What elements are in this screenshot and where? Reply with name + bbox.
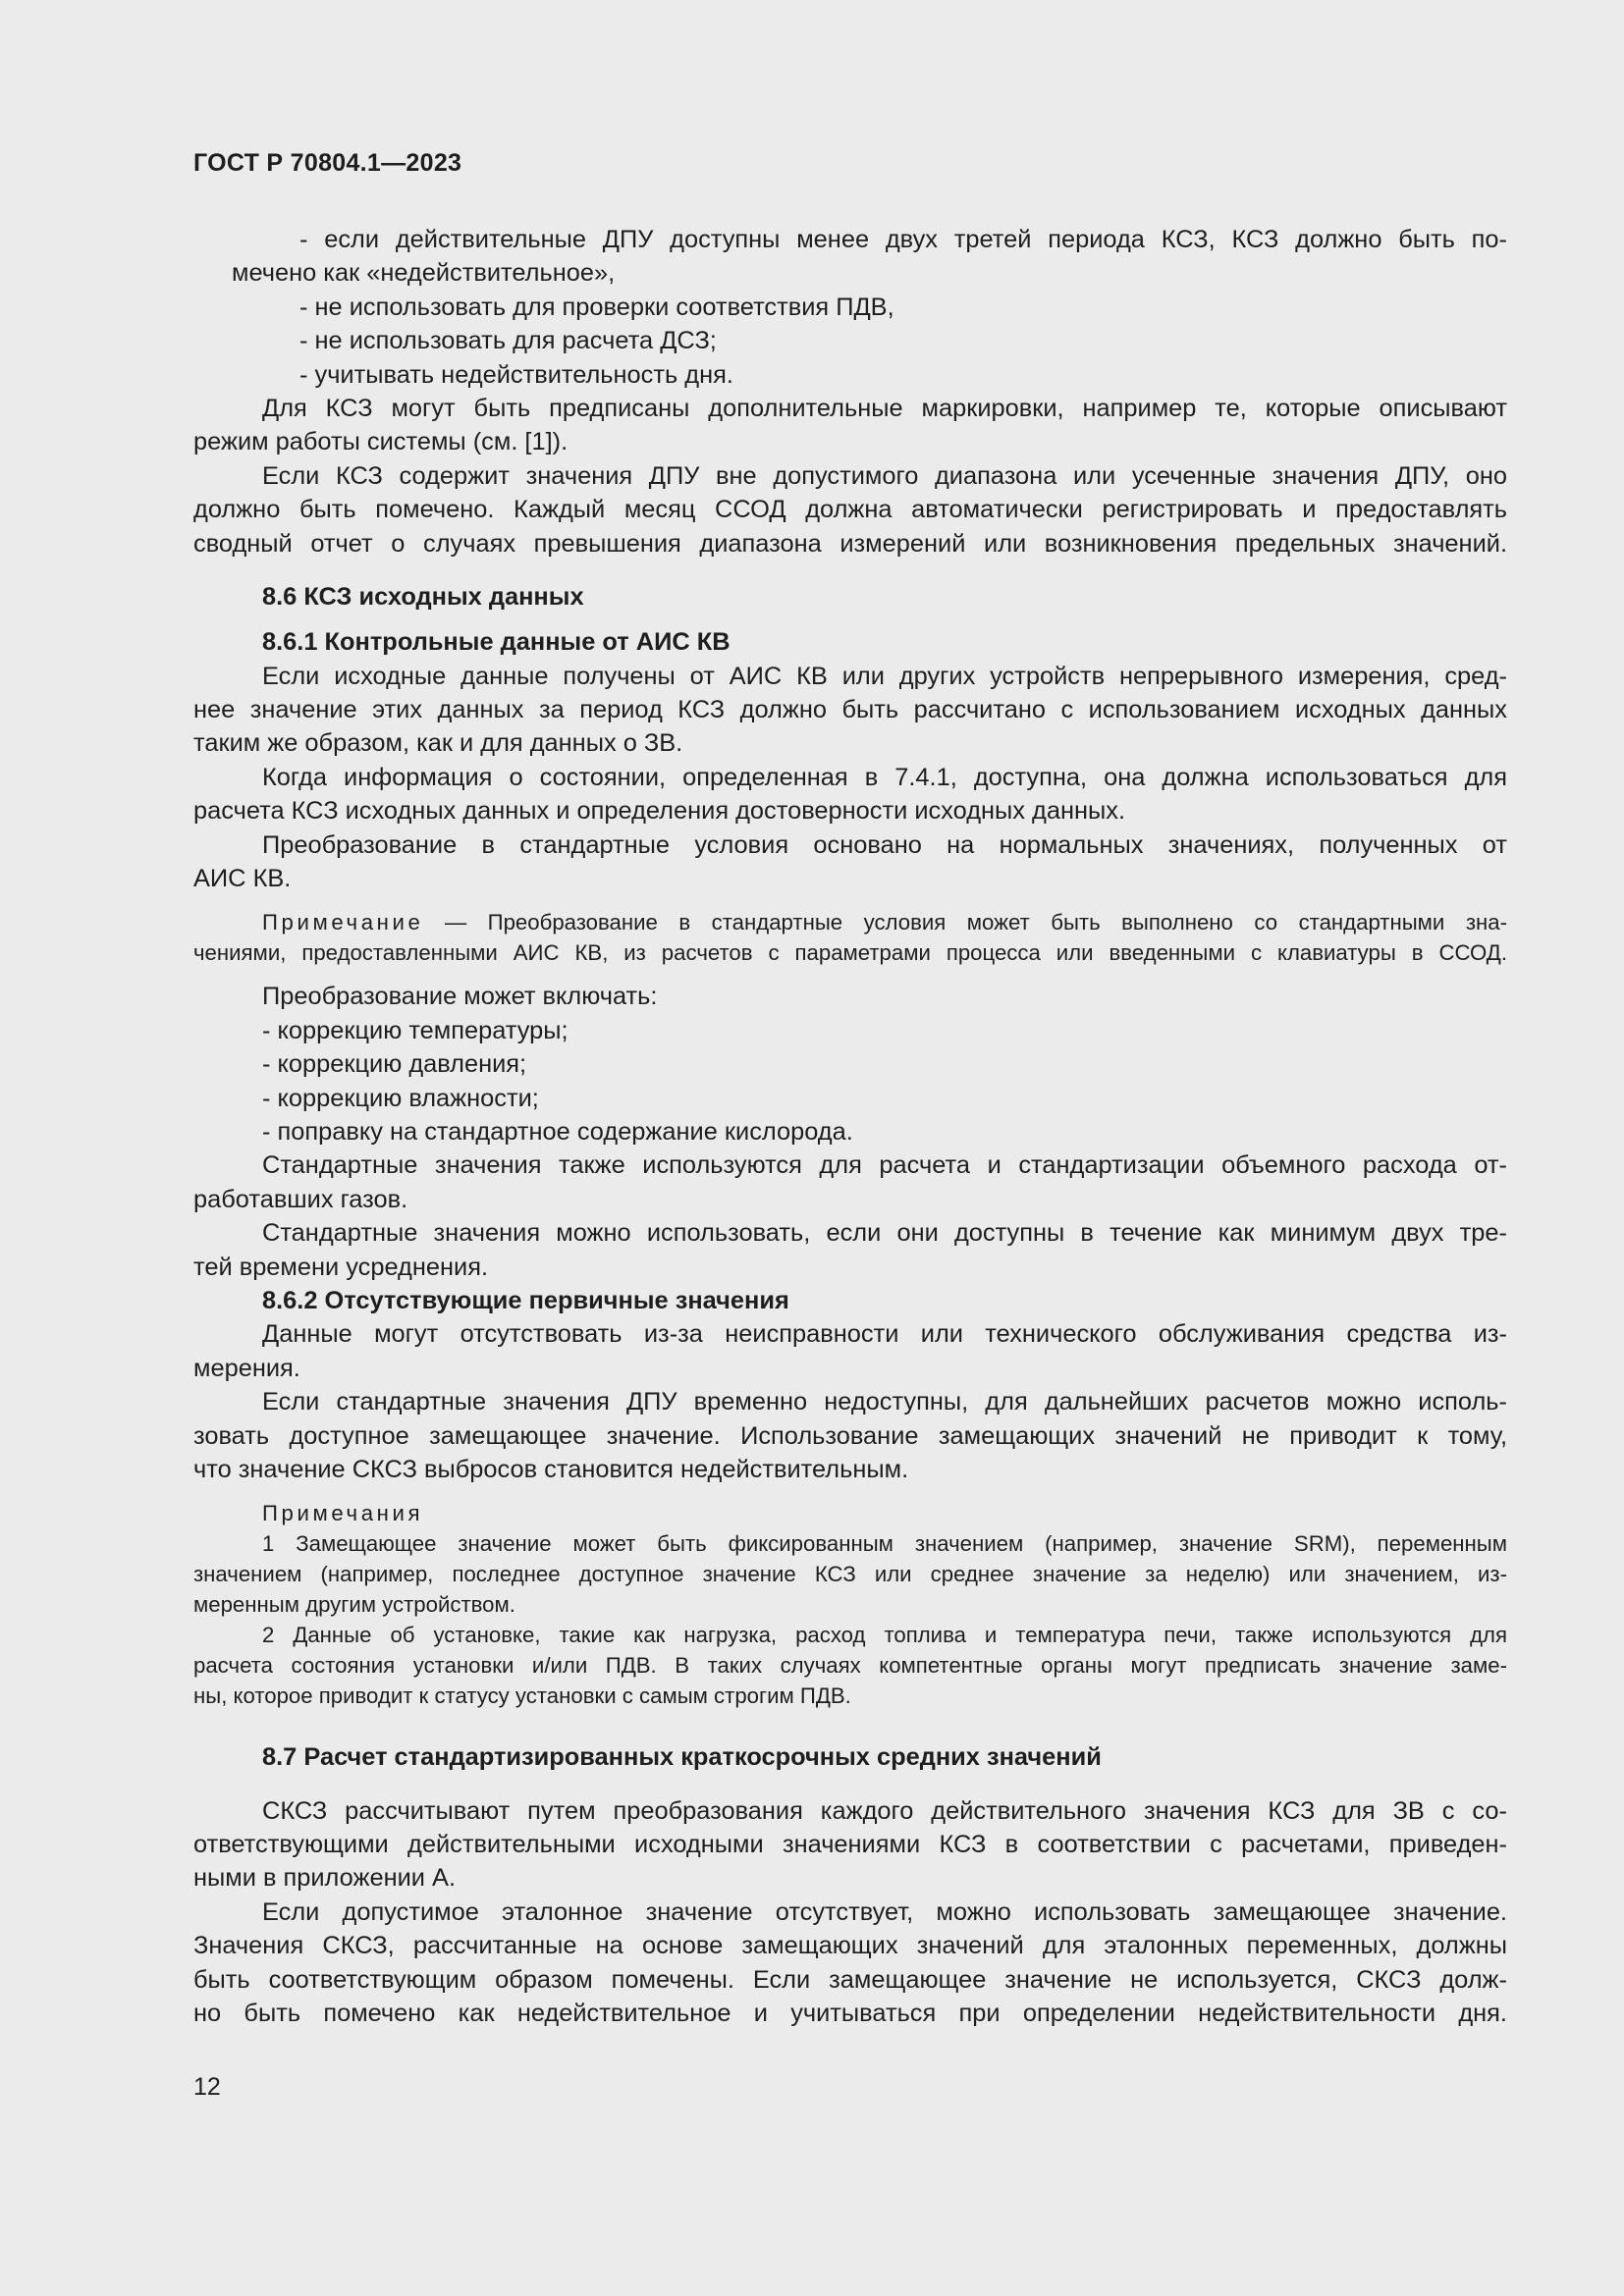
text-line: Данные могут отсутствовать из-за неисправности или технического обслуживания средства из-	[262, 1320, 1507, 1349]
list-item: - не использовать для расчета ДСЗ;	[299, 327, 717, 355]
text-line: работавших газов.	[193, 1185, 408, 1213]
text-line: мечено как «недействительное»,	[232, 259, 616, 288]
note-line: значением (например, последнее доступное значение КСЗ или среднее значение за неделю) или значением, из-	[193, 1562, 1507, 1587]
note-line	[193, 907, 1507, 937]
text-line: ными в приложении А.	[193, 1864, 457, 1893]
section-heading: 8.7 Расчет стандартизированных краткосрочных средних значений	[262, 1743, 1102, 1772]
text-line: Преобразование может включать:	[262, 983, 658, 1011]
note-line: 2 Данные об установке, такие как нагрузка, расход топлива и температура печи, также используются для	[262, 1623, 1507, 1648]
text-line: сводный отчет о случаях превышения диапазона измерений или возникновения предельных значений.	[193, 529, 1507, 558]
list-item: - учитывать недействительность дня.	[299, 360, 733, 389]
text-line: АИС КВ.	[193, 865, 292, 893]
subsection-heading: 8.6.1 Контрольные данные от АИС КВ	[262, 628, 731, 657]
page-content	[193, 223, 1507, 2030]
list-item: - коррекцию влажности;	[262, 1084, 539, 1112]
text-line: Если допустимое эталонное значение отсутствует, можно использовать замещающее значение.	[262, 1897, 1507, 1926]
text-line: СКСЗ рассчитывают путем преобразования каждого действительного значения КСЗ для ЗВ с со-	[262, 1796, 1507, 1825]
text-line: зовать доступное замещающее значение. Использование замещающих значений не приводит к тому,	[193, 1421, 1507, 1450]
subsection-heading: 8.6.2 Отсутствующие первичные значения	[262, 1286, 789, 1314]
list-item: - коррекцию температуры;	[262, 1016, 568, 1044]
text-line: должно быть помечено. Каждый месяц ССОД должна автоматически регистрировать и предоставлять	[193, 496, 1507, 524]
text-line: Для КСЗ могут быть предписаны дополнительные маркировки, например те, которые описывают	[262, 394, 1507, 422]
text-line: Если КСЗ содержит значения ДПУ вне допустимого диапазона или усеченные значения ДПУ, оно	[262, 461, 1507, 490]
list-item: - не использовать для проверки соответствия ПДВ,	[299, 293, 894, 321]
section-heading: 8.6 КСЗ исходных данных	[262, 582, 584, 611]
text-line: Когда информация о состоянии, определенная в 7.4.1, доступна, она должна использоваться для	[262, 763, 1507, 791]
page-number: 12	[193, 2073, 221, 2101]
list-item: - коррекцию давления;	[262, 1050, 527, 1079]
text-line: мерения.	[193, 1354, 300, 1382]
text-line: но быть помечено как недействительное и учитываться при определении недействительности дня.	[193, 2000, 1507, 2028]
text-line: - если действительные ДПУ доступны менее двух третей периода КСЗ, КСЗ должно быть по-	[299, 226, 1507, 253]
text-line: Стандартные значения можно использовать, если они доступны в течение как минимум двух тре-	[262, 1219, 1507, 1248]
note-line: меренным другим устройством.	[193, 1592, 515, 1618]
note-line: 1 Замещающее значение может быть фиксированным значением (например, значение SRM), переменным	[262, 1531, 1507, 1557]
text-line: Значения СКСЗ, рассчитанные на основе замещающих значений для эталонных переменных, должны	[193, 1932, 1507, 1960]
text-line: Если стандартные значения ДПУ временно недоступны, для дальнейших расчетов можно исполь-	[262, 1388, 1507, 1416]
text-line: что значение СКСЗ выбросов становится недействительным.	[193, 1455, 909, 1483]
text-line: расчета КСЗ исходных данных и определения достоверности исходных данных.	[193, 797, 1126, 826]
text-line: Стандартные значения также используются для расчета и стандартизации объемного расхода от-	[262, 1151, 1507, 1180]
note-line: расчета состояния установки и/или ПДВ. В таких случаях компетентные органы могут предписать значение заме-	[193, 1653, 1507, 1679]
note-text: — Преобразование в стандартные условия может быть выполнено со стандартными зна-	[423, 910, 1507, 935]
list-item: - поправку на стандартное содержание кислорода.	[262, 1117, 853, 1146]
document-header: ГОСТ Р 70804.1—2023	[193, 149, 462, 177]
note-line: ны, которое приводит к статусу установки с самым строгим ПДВ.	[193, 1683, 851, 1709]
text-line: режим работы системы (см. [1]).	[193, 428, 568, 456]
text-line: тей времени усреднения.	[193, 1253, 489, 1281]
text-line: нее значение этих данных за период КСЗ должно быть рассчитано с использованием исходных данных	[193, 696, 1507, 724]
note-label: Примечание	[262, 910, 424, 935]
note-line: чениями, предоставленными АИС КВ, из расчетов с параметрами процесса или введенными с клавиатуры в ССОД.	[193, 940, 1507, 966]
text-line: ответствующими действительными исходными значениями КСЗ в соответствии с расчетами, приведен-	[193, 1831, 1507, 1859]
text-line: быть соответствующим образом помечены. Если замещающее значение не используется, СКСЗ долж-	[193, 1965, 1507, 1994]
text-line: таким же образом, как и для данных о ЗВ.	[193, 729, 683, 758]
notes-label: Примечания	[262, 1501, 424, 1526]
text-line: Преобразование в стандартные условия основано на нормальных значениях, полученных от	[262, 830, 1507, 859]
text-line: Если исходные данные получены от АИС КВ или других устройств непрерывного измерения, сред-	[262, 662, 1507, 690]
